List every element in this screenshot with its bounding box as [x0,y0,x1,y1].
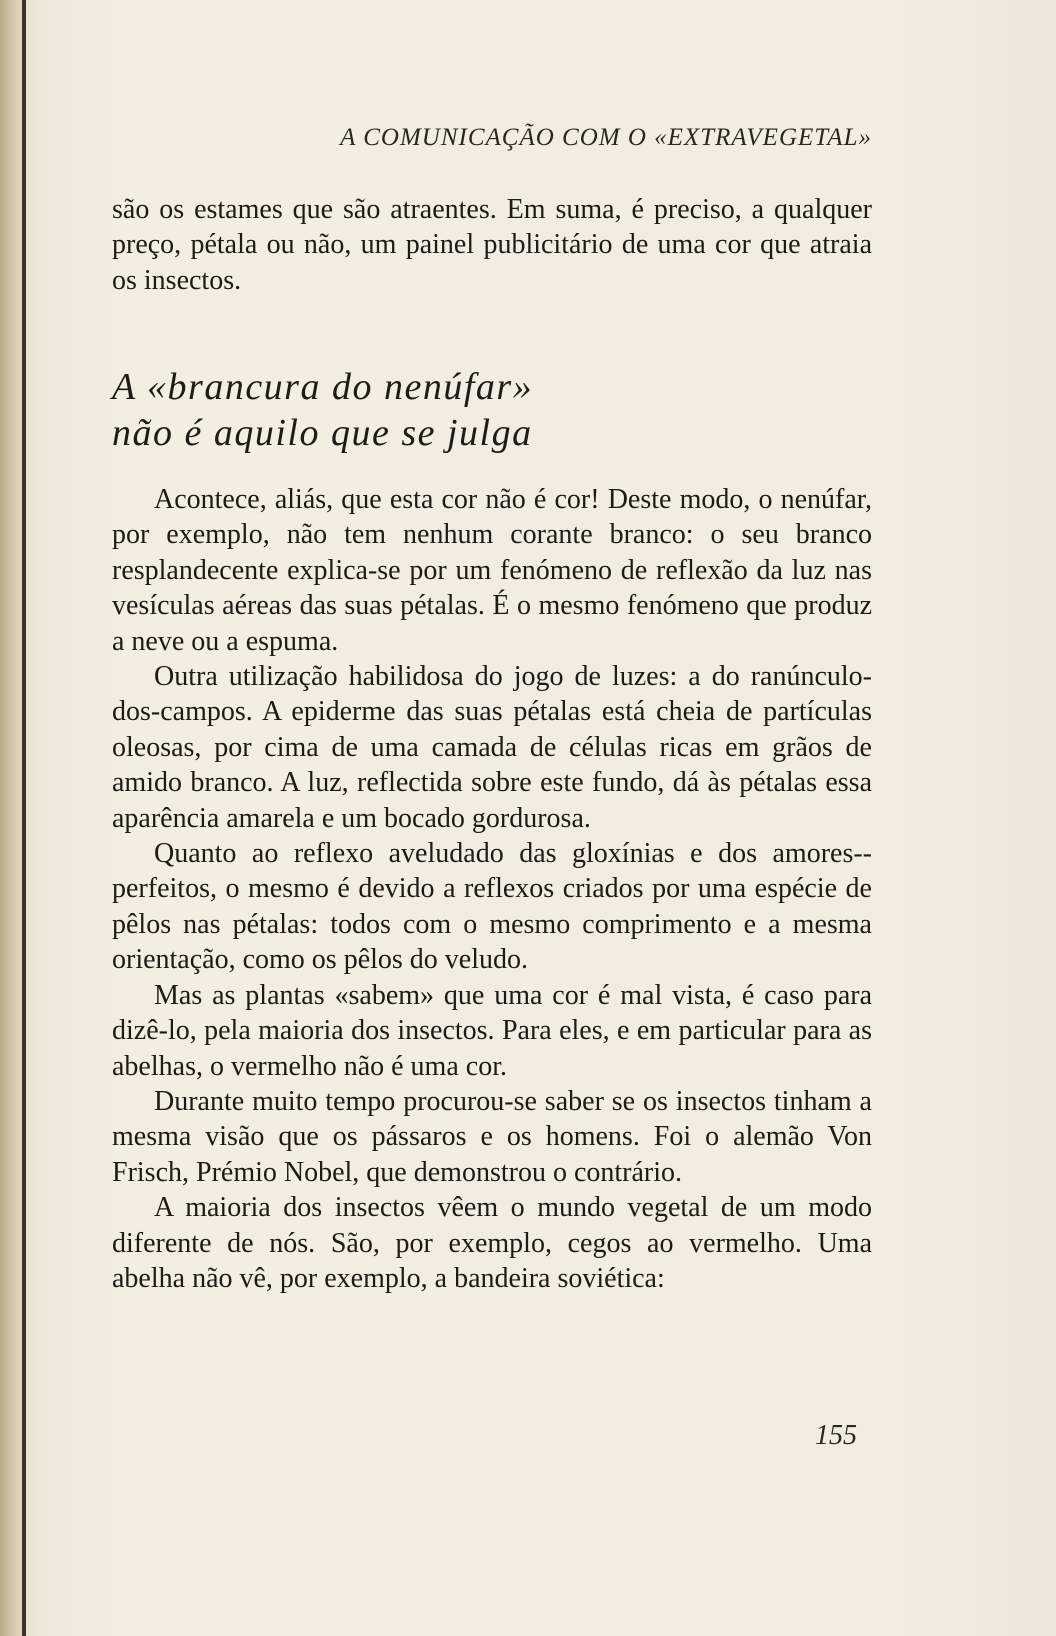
paragraph: Outra utilização habilidosa do jogo de luzes: a do ranúnculo-dos-campos. A epiderme das suas pétalas está cheia de partículas oleosas, por cima de uma camada de células ricas em grãos de amido branco. A luz, reflectida sobre este fundo, dá às pétalas essa aparência amarela e um bocado gordurosa. [112,661,872,834]
opening-paragraph: são os estames que são atraentes. Em suma, é preciso, a qualquer preço, pétala ou não, um painel publicitário de uma cor que atraia os insectos. [112,194,872,296]
spine-edge-line [22,0,26,1636]
opening-text [112,192,872,298]
paragraph: A maioria dos insectos vêem o mundo vegetal de um modo diferente de nós. São, por exemplo, cegos ao vermelho. Uma abelha não vê, por exemplo, a bandeira soviética: [112,1192,872,1294]
paragraph: Quanto ao reflexo aveludado das gloxínias e dos amores--perfeitos, o mesmo é devido a reflexos criados por uma espécie de pêlos nas pétalas: todos com o mesmo comprimento e a mesma orientação, como os pêlos do veludo. [112,838,872,976]
running-head: A COMUNICAÇÃO COM O «EXTRAVEGETAL» [340,124,872,151]
page-number: 155 [815,1420,857,1451]
section-heading [112,364,872,456]
section-heading-line-2: não é aquilo que se julga [112,412,533,454]
paragraph: Acontece, aliás, que esta cor não é cor! Deste modo, o nenúfar, por exemplo, não tem nenhum corante branco: o seu branco resplandecente explica-se por um fenómeno de reflexão da luz nas vesículas aéreas das suas pétalas. É o mesmo fenómeno que produz a neve ou a espuma. [112,484,872,657]
paragraph: Mas as plantas «sabem» que uma cor é mal vista, é caso para dizê-lo, pela maioria dos insectos. Para eles, e em particular para as abelhas, o vermelho não é uma cor. [112,979,872,1082]
section-heading-line-1: A «brancura do nenúfar» [112,366,534,408]
body-text [112,482,872,1296]
paragraph: Durante muito tempo procurou-se saber se os insectos tinham a mesma visão que os pássaros e os homens. Foi o alemão Von Frisch, Prémio Nobel, que demonstrou o contrário. [112,1085,872,1188]
